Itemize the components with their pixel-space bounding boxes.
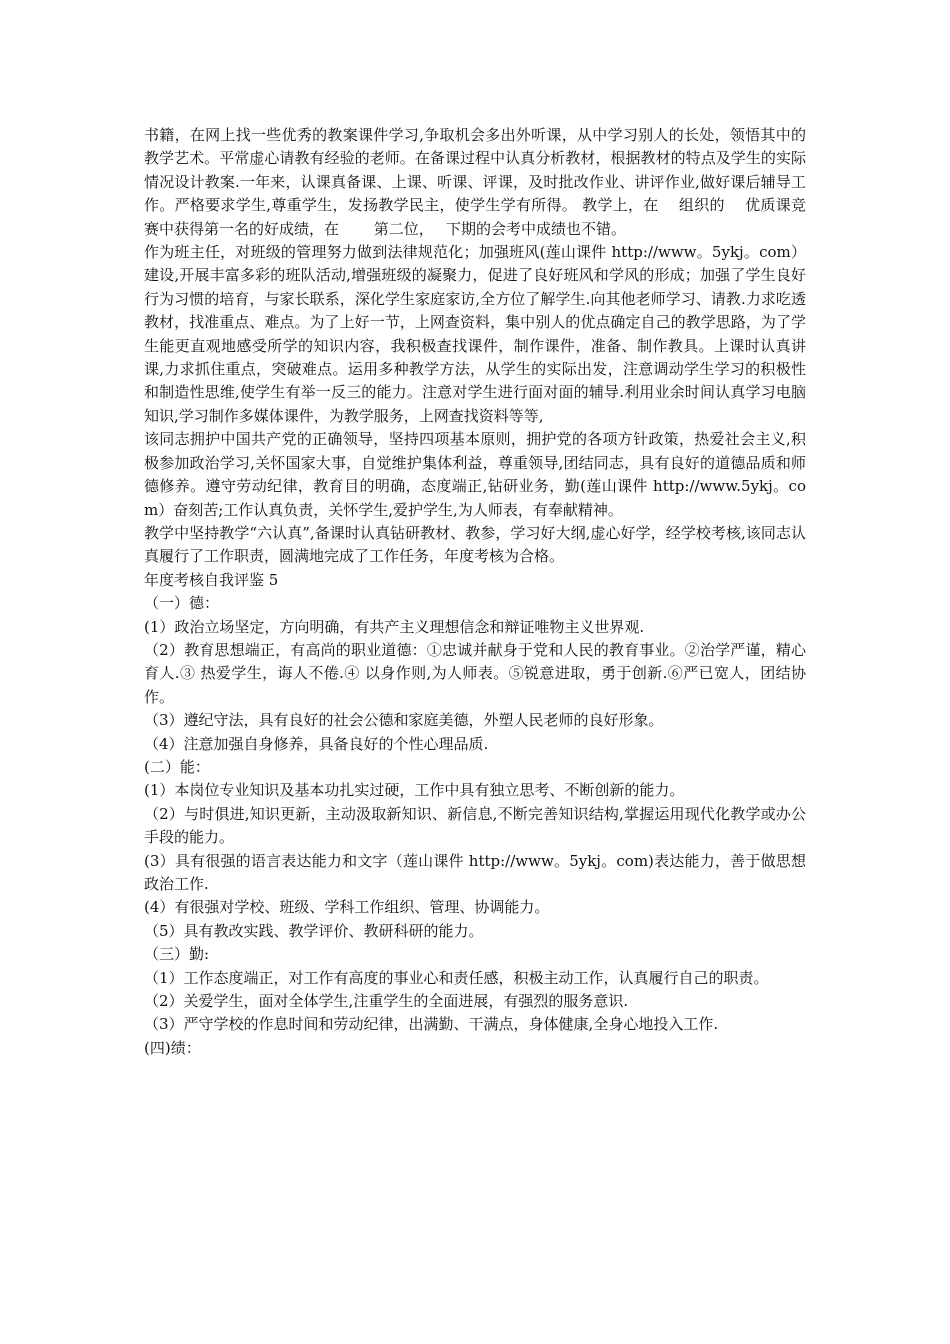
list-item: （3）严守学校的作息时间和劳动纪律，出满勤、干满点，身体健康,全身心地投入工作.	[144, 1015, 719, 1034]
paragraph-political-conduct: 该同志拥护中国共产党的正确领导，坚持四项基本原则，拥护党的各项方针政策，热爱社会主义,积极参加政治学习,关怀国家大事，自觉维护集体利益，尊重领导,团结同志，具有良好的道德品质和师德修养。遵守劳动纪律，教育目的明确，态度端正,钻研业务，勤(莲山课件 http://www.5ykj。com）奋刻苦;工作认真负责，关怀学生,爱护学生,为人师表，有奉献精神。	[144, 430, 806, 519]
list-item: （5）具有教改实践、教学评价、教研科研的能力。	[144, 921, 484, 940]
section-title: 年度考核自我评鉴 5	[144, 570, 279, 589]
list-item: （3）遵纪守法，具有良好的社会公德和家庭美德，外塑人民老师的良好形象。	[144, 711, 664, 730]
paragraph-assessment-result: 教学中坚持教学“六认真”,备课时认真钻研教材、教参，学习好大纲,虚心好学，经学校考核,该同志认真履行了工作职责，圆满地完成了工作任务，年度考核为合格。	[144, 523, 806, 566]
list-item: (1）本岗位专业知识及基本功扎实过硬，工作中具有独立思考、不断创新的能力。	[144, 781, 685, 800]
list-item: (1）政治立场坚定，方向明确，有共产主义理想信念和辩证唯物主义世界观.	[144, 617, 645, 636]
list-item: （2）与时俱进,知识更新，主动汲取新知识、新信息,不断完善知识结构,掌握运用现代化教学或办公手段的能力。	[144, 804, 806, 847]
heading-virtue: （一）德：	[144, 594, 220, 613]
list-item: （1）工作态度端正，对工作有高度的事业心和责任感，积极主动工作，认真履行自己的职责。	[144, 968, 769, 987]
document-page	[144, 124, 806, 1060]
heading-ability: (二）能：	[144, 757, 210, 776]
list-item: （2）关爱学生，面对全体学生,注重学生的全面进展，有强烈的服务意识.	[144, 992, 629, 1011]
paragraph-class-teacher: 作为班主任，对班级的管理努力做到法律规范化；加强班风(莲山课件 http://www。5ykj。com）建设,开展丰富多彩的班队活动,增强班级的凝聚力，促进了良好班风和学风的形成；加强了学生良好行为习惯的培育，与家长联系，深化学生家庭家访,全方位了解学生.向其他老师学习、请教.力求吃透教材，找准重点、难点。为了上好一节，上网查资料，集中别人的优点确定自己的教学思路，为了学生能更直观地感受所学的知识内容，我积极查找课件，制作课件，准备、制作教具。上课时认真讲课,力求抓住重点，突破难点。运用多种教学方法，从学生的实际出发，注意调动学生学习的积极性和制造性思维,使学生有举一反三的能力。注意对学生进行面对面的辅导.利用业余时间认真学习电脑知识,学习制作多媒体课件，为教学服务，上网查找资料等等,	[144, 243, 806, 425]
list-item: （2）教育思想端正，有高尚的职业道德：①忠诚并献身于党和人民的教育事业。②治学严谨，精心育人.③ 热爱学生，诲人不倦.④ 以身作则,为人师表。⑤锐意进取，勇于创新.⑥严已宽人，团结协作。	[144, 640, 806, 706]
heading-diligence: （三）勤:	[144, 945, 210, 964]
list-item: （4）注意加强自身修养，具备良好的个性心理品质.	[144, 734, 489, 753]
list-item: (3）具有很强的语言表达能力和文字（莲山课件 http://www。5ykj。com)表达能力，善于做思想政治工作.	[144, 851, 806, 893]
list-item: (4）有很强对学校、班级、学科工作组织、管理、协调能力。	[144, 898, 550, 917]
heading-achievement: (四)绩：	[144, 1038, 201, 1057]
paragraph-teaching-study: 书籍，在网上找一些优秀的教案课件学习,争取机会多出外听课，从中学习别人的长处，领悟其中的教学艺术。平常虚心请教有经验的老师。在备课过程中认真分析教材，根据教材的特点及学生的实际情况设计教案.一年来，认课真备课、上课、听课、评课，及时批改作业、讲评作业,做好课后辅导工作。严格要求学生,尊重学生，发扬教学民主，使学生学有所得。 教学上，在 组织的 优质课竞赛中获得第一名的好成绩，在 第二位， 下期的会考中成绩也不错。	[144, 126, 806, 238]
